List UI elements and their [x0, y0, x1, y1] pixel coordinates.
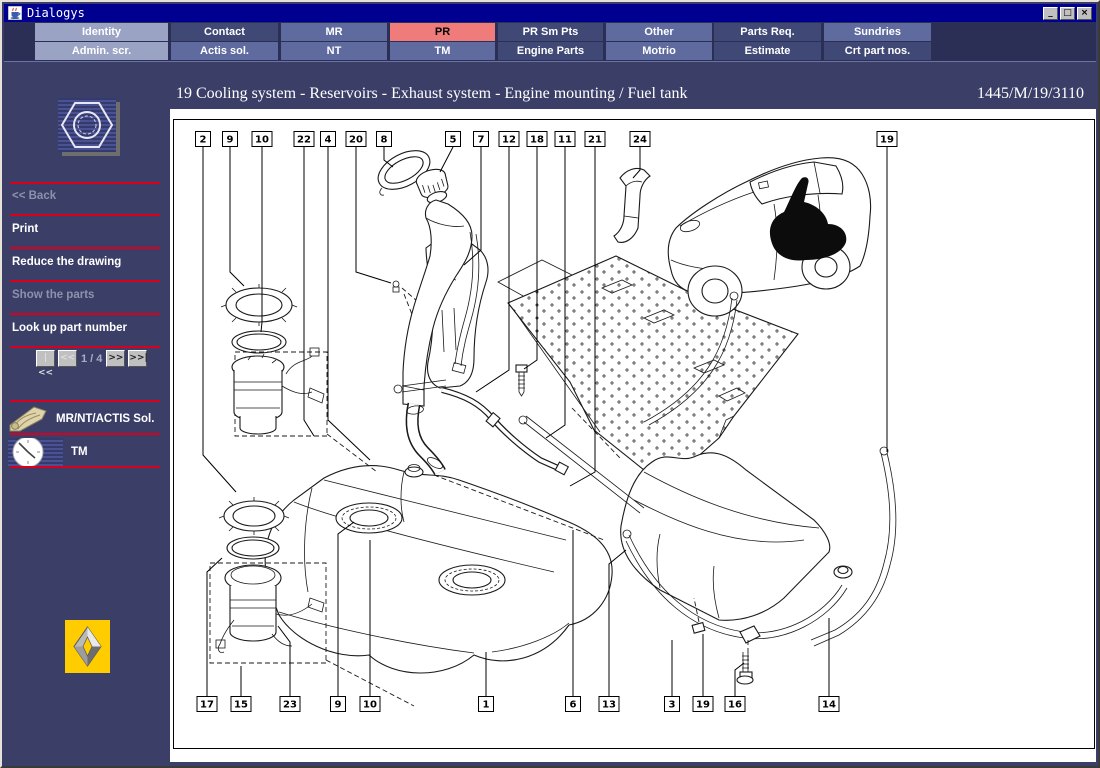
svg-text:13: 13	[602, 699, 616, 711]
nav-tab-mr[interactable]: MR	[281, 23, 387, 41]
page-navigation	[36, 350, 148, 378]
divider	[10, 346, 160, 348]
part-label-15[interactable]	[231, 666, 251, 712]
svg-text:9: 9	[334, 699, 342, 711]
svg-text:22: 22	[297, 134, 311, 146]
previous-page-button[interactable]: <<	[58, 350, 77, 367]
page-indicator: 1 / 4	[81, 352, 103, 365]
print-button[interactable]: Print	[12, 223, 39, 235]
nav-tabs	[4, 22, 1096, 62]
sidebar	[2, 62, 170, 768]
tm-button[interactable]	[8, 438, 88, 466]
part-label-9[interactable]	[223, 132, 245, 287]
svg-text:17: 17	[200, 699, 214, 711]
fuel-tank-illustration	[265, 465, 612, 674]
svg-text:10: 10	[363, 699, 377, 711]
svg-text:19: 19	[880, 134, 894, 146]
svg-text:15: 15	[234, 699, 248, 711]
maximize-button[interactable]: □	[1060, 7, 1075, 20]
back-button[interactable]: << Back	[12, 190, 57, 202]
svg-text:10: 10	[255, 134, 269, 146]
svg-text:20: 20	[349, 134, 363, 146]
part-label-5[interactable]	[440, 132, 461, 173]
nav-tab-admin-scr-[interactable]: Admin. scr.	[35, 42, 168, 60]
tank-protector-illustration	[621, 453, 830, 620]
svg-text:4: 4	[324, 134, 332, 146]
part-label-19[interactable]	[877, 132, 897, 453]
nav-tab-crt-part-nos-[interactable]: Crt part nos.	[824, 42, 931, 60]
svg-text:7: 7	[477, 134, 485, 146]
svg-text:8: 8	[380, 134, 388, 146]
divider	[10, 400, 160, 402]
svg-text:21: 21	[588, 134, 602, 146]
filler-bracket-illustration	[614, 168, 650, 242]
fuel-sender-upper-illustration	[221, 284, 327, 436]
svg-text:19: 19	[696, 699, 710, 711]
svg-text:11: 11	[558, 134, 572, 146]
title-bar[interactable]	[4, 4, 1096, 22]
svg-text:3: 3	[668, 699, 676, 711]
part-label-22[interactable]	[294, 132, 314, 437]
part-label-16[interactable]	[725, 663, 745, 712]
svg-text:23: 23	[283, 699, 297, 711]
mr-nt-actis-button[interactable]	[8, 405, 154, 432]
window-title: Dialogys	[27, 6, 85, 20]
nav-tab-actis-sol-[interactable]: Actis sol.	[171, 42, 278, 60]
divider	[10, 433, 160, 435]
divider	[10, 313, 160, 315]
close-button[interactable]: ×	[1077, 7, 1092, 20]
part-label-4[interactable]	[321, 132, 371, 461]
page-title: 19 Cooling system - Reservoirs - Exhaust system - Engine mounting / Fuel tank	[176, 85, 688, 102]
nav-tab-other[interactable]: Other	[606, 23, 712, 41]
minimize-button[interactable]: _	[1043, 7, 1058, 20]
nav-tab-motrio[interactable]: Motrio	[606, 42, 712, 60]
svg-text:24: 24	[633, 134, 647, 146]
nav-tab-identity[interactable]: Identity	[35, 23, 168, 41]
mr-nt-actis-label: MR/NT/ACTIS Sol.	[56, 412, 155, 425]
next-page-button[interactable]: >>	[106, 350, 125, 367]
nav-tab-nt[interactable]: NT	[281, 42, 387, 60]
nav-tab-engine-parts[interactable]: Engine Parts	[498, 42, 603, 60]
svg-text:18: 18	[530, 134, 544, 146]
svg-text:16: 16	[728, 699, 742, 711]
nav-tab-pr-sm-pts[interactable]: PR Sm Pts	[498, 23, 603, 41]
svg-text:2: 2	[199, 134, 207, 146]
first-page-button[interactable]: |<<	[36, 350, 55, 367]
part-label-19[interactable]	[693, 634, 713, 712]
svg-text:9: 9	[226, 134, 234, 146]
drawing-panel	[170, 109, 1096, 762]
nav-tab-sundries[interactable]: Sundries	[824, 23, 931, 41]
vehicle-illustration	[668, 158, 870, 316]
gauge-icon	[8, 438, 63, 466]
lookup-part-number-button[interactable]: Look up part number	[12, 322, 127, 334]
divider	[10, 466, 160, 468]
exploded-diagram-canvas[interactable]	[173, 119, 1095, 749]
divider	[10, 214, 160, 216]
java-icon	[8, 6, 22, 20]
svg-text:1: 1	[482, 699, 490, 711]
document-reference: 1445/M/19/3110	[977, 85, 1084, 102]
part-label-1[interactable]	[479, 652, 494, 712]
divider	[10, 280, 160, 282]
reduce-drawing-button[interactable]: Reduce the drawing	[12, 256, 122, 268]
tm-label: TM	[71, 446, 88, 458]
show-parts-button[interactable]: Show the parts	[12, 289, 95, 301]
divider	[10, 247, 160, 249]
svg-text:5: 5	[449, 134, 457, 146]
nav-tab-tm[interactable]: TM	[390, 42, 495, 60]
section-hex-icon	[58, 98, 116, 152]
part-label-3[interactable]	[665, 640, 680, 712]
nav-tab-pr[interactable]: PR	[390, 23, 495, 41]
svg-text:6: 6	[569, 699, 577, 711]
svg-text:14: 14	[822, 699, 836, 711]
part-label-23[interactable]	[278, 626, 300, 712]
part-label-14[interactable]	[819, 618, 839, 712]
part-label-17[interactable]	[197, 558, 222, 712]
last-page-button[interactable]: >>|	[128, 350, 147, 367]
svg-text:12: 12	[502, 134, 516, 146]
divider	[10, 182, 160, 184]
wrench-icon	[8, 405, 48, 432]
nav-tab-estimate[interactable]: Estimate	[714, 42, 821, 60]
nav-tab-contact[interactable]: Contact	[171, 23, 278, 41]
renault-logo	[65, 620, 110, 673]
nav-tab-parts-req-[interactable]: Parts Req.	[714, 23, 821, 41]
bolt-18-illustration	[516, 365, 527, 396]
